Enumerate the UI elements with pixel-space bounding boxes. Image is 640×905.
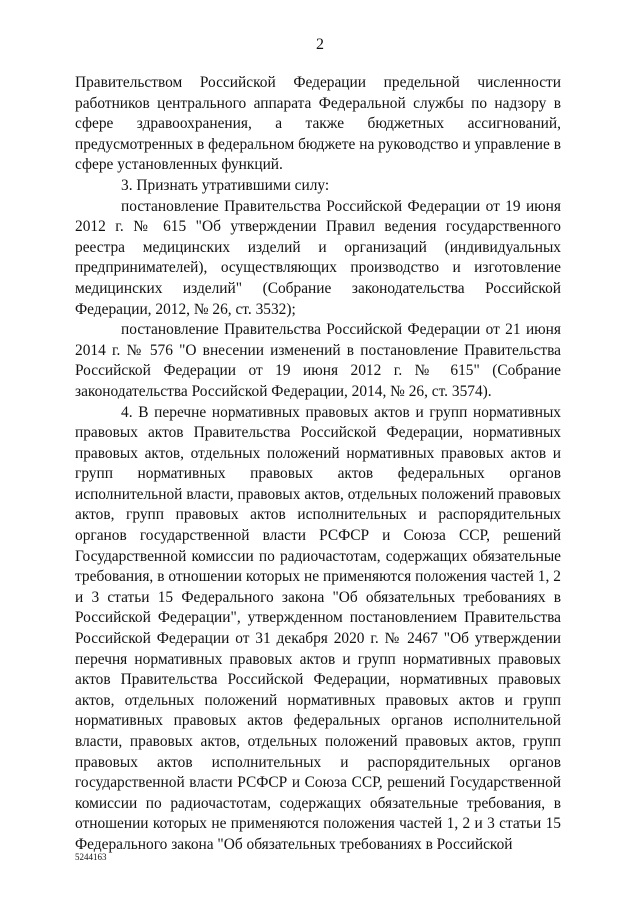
paragraph-repealed-act-1: постановление Правительства Российской Федерации от 19 июня 2012 г. № 615 "Об утверждении Правил ведения государственного реестра медицинских изделий и организаций (индивидуальных предпринимателей), осуществляющих производство и изготовление медицинских изделий" (Собрание законодательства Российской Федерации, 2012, № 26, ст. 3532); <box>75 197 561 318</box>
paragraph-item-3: 3. Признать утратившими силу: <box>121 176 330 194</box>
paragraph-continuation: Правительством Российской Федерации предельной численности работников центрального аппарата Федеральной службы по надзору в сфере здравоохранения, а также бюджетных ассигнований, предусмотренных в федеральном бюджете на руководство и управление в сфере установленных функций. <box>75 74 561 174</box>
paragraph-item-4: 4. В перечне нормативных правовых актов и групп нормативных правовых актов Правительства Российской Федерации, нормативных правовых актов, отдельных положений нормативных правовых актов и групп нормативных правовых актов федеральных органов исполнительной власти, правовых актов, отдельных положений правовых актов, групп правовых актов исполнительных и распорядительных органов государственной власти РСФСР и Союза ССР, решений Государственной комиссии по радиочастотам, содержащих обязательные требования, в отношении которых не применяются положения частей 1, 2 и 3 статьи 15 Федерального закона "Об обязательных требованиях в Российской Федерации", утвержденном постановлением Правительства Российской Федерации от 31 декабря 2020 г. № 2467 "Об утверждении перечня нормативных правовых актов и групп нормативных правовых актов Правительства Российской Федерации, нормативных правовых актов, отдельных положений нормативных правовых актов и групп нормативных правовых актов федеральных органов исполнительной власти, правовых актов, отдельных положений правовых актов, групп правовых актов исполнительных и распорядительных органов государственной власти РСФСР и Союза ССР, решений Государственной комиссии по радиочастотам, содержащих обязательные требования, в отношении которых не применяются положения частей 1, 2 и 3 статьи 15 Федерального закона "Об обязательных требованиях в Российской <box>75 403 561 853</box>
page-number: 2 <box>316 36 324 53</box>
paragraph-repealed-act-2: постановление Правительства Российской Федерации от 21 июня 2014 г. № 576 "О внесении изменений в постановление Правительства Российской Федерации от 19 июня 2012 г. № 615" (Собрание законодательства Российской Федерации, 2014, № 26, ст. 3574). <box>75 321 561 400</box>
document-body <box>75 73 561 856</box>
document-code: 5244163 <box>75 852 107 862</box>
